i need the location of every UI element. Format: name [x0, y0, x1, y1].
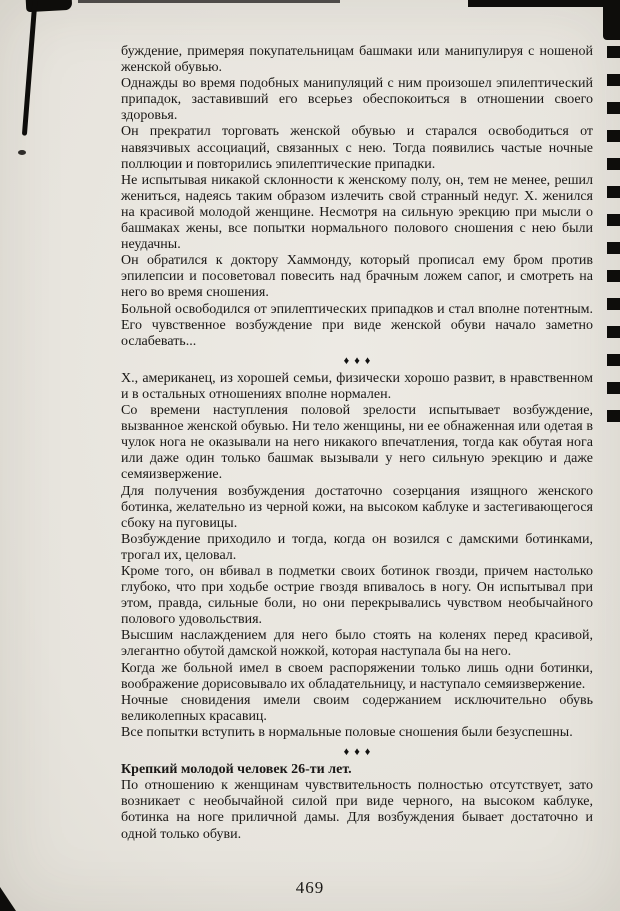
paragraph: Х., американец, из хорошей семьи, физически хорошо развит, в нравственном и в остальных отношениях вполне нормален. [121, 370, 593, 402]
paragraph: буждение, примеряя покупательницам башмаки или манипулируя с ношеной женской обувью. [121, 44, 593, 76]
paragraph: По отношению к женщинам чувствительность полностью отсутствует, зато возникает с необычайной силой при виде черного, на высоком каблуке, ботинка на ноге приличной дамы. Для возбуждения бывает достаточно и одной только обуви. [121, 778, 593, 842]
paragraph: Кроме того, он вбивал в подметки своих ботинок гвозди, причем настолько глубоко, что при ходьбе острие гвоздя впивалось в ногу. Он испытывал при этом, правда, сильные боли, но они перекрывались чувством необычайного полового удовольствия. [121, 564, 593, 628]
paragraph: Когда же больной имел в своем распоряжении только лишь одни ботинки, воображение дорисовывало их обладательницу, и наступало семяизвержение. [121, 660, 593, 692]
scan-artifact-left-speck [18, 150, 26, 155]
case-heading: Крепкий молодой человек 26-ти лет. [121, 762, 352, 778]
scan-artifact-top-right-corner [603, 0, 620, 40]
scan-artifact-top-line [78, 0, 340, 3]
paragraph: Ночные сновидения имели своим содержанием исключительно обувь великолепных красавиц. [121, 692, 593, 724]
paragraph: Он обратился к доктору Хаммонду, который прописал ему бром против эпилепсии и посоветовал повесить над брачным ложем сапог, и смотреть на него во время сношения. [121, 253, 593, 301]
paragraph: Со времени наступления половой зрелости испытывает возбуждение, вызванное женской обувью. Ни тело женщины, ни ее обнаженная или одетая в чулок нога не оказывали на него никакого впечатления, тогда как обутая нога или даже один только башмак вызывали у него сильную эрекцию и даже семяизвержение. [121, 403, 593, 483]
text-block [121, 44, 593, 843]
scan-artifact-right-edge-dashes [607, 46, 620, 438]
section-separator: ♦♦♦ [343, 354, 376, 367]
paragraph: Высшим наслаждением для него было стоять на коленях перед красивой, элегантно обутой дамской ножкой, которая наступала бы на него. [121, 628, 593, 660]
paragraph: Все попытки вступить в нормальные половые сношения были безуспешны. [121, 724, 573, 740]
paragraph: Однажды во время подобных манипуляций с ним произошел эпилептический припадок, заставивший его всерьез обеспокоиться в отношении своего здоровья. [121, 76, 593, 124]
scan-artifact-left-line [22, 0, 38, 136]
paragraph: Не испытывая никакой склонности к женскому полу, он, тем не менее, решил жениться, надеясь таким образом излечить свой странный недуг. Х. женился на красивой молодой женщине. Несмотря на сильную эрекцию при мысли о башмаках жены, все попытки нормального полового сношения с нею были неудачны. [121, 172, 593, 253]
page-number: 469 [295, 878, 325, 897]
paragraph: Для получения возбуждения достаточно созерцания изящного женского ботинка, желательно из черной кожи, на высоком каблуке и застегивающегося сбоку на пуговицы. [121, 483, 593, 531]
paragraph: Возбуждение приходило и тогда, когда он возился с дамскими ботинками, трогал их, целовал. [121, 531, 593, 563]
paragraph: Он прекратил торговать женской обувью и старался освободиться от навязчивых ассоциаций, связанных с нею. Тогда появились частые ночные поллюции и повторились эпилептические припадки. [121, 124, 593, 172]
paragraph: Больной освободился от эпилептических припадков и стал вполне потентным. Его чувственное возбуждение при виде женской обуви начало заметно ослабевать... [121, 301, 593, 349]
scan-artifact-top-right-band [468, 0, 620, 7]
section-separator: ♦♦♦ [343, 746, 376, 759]
